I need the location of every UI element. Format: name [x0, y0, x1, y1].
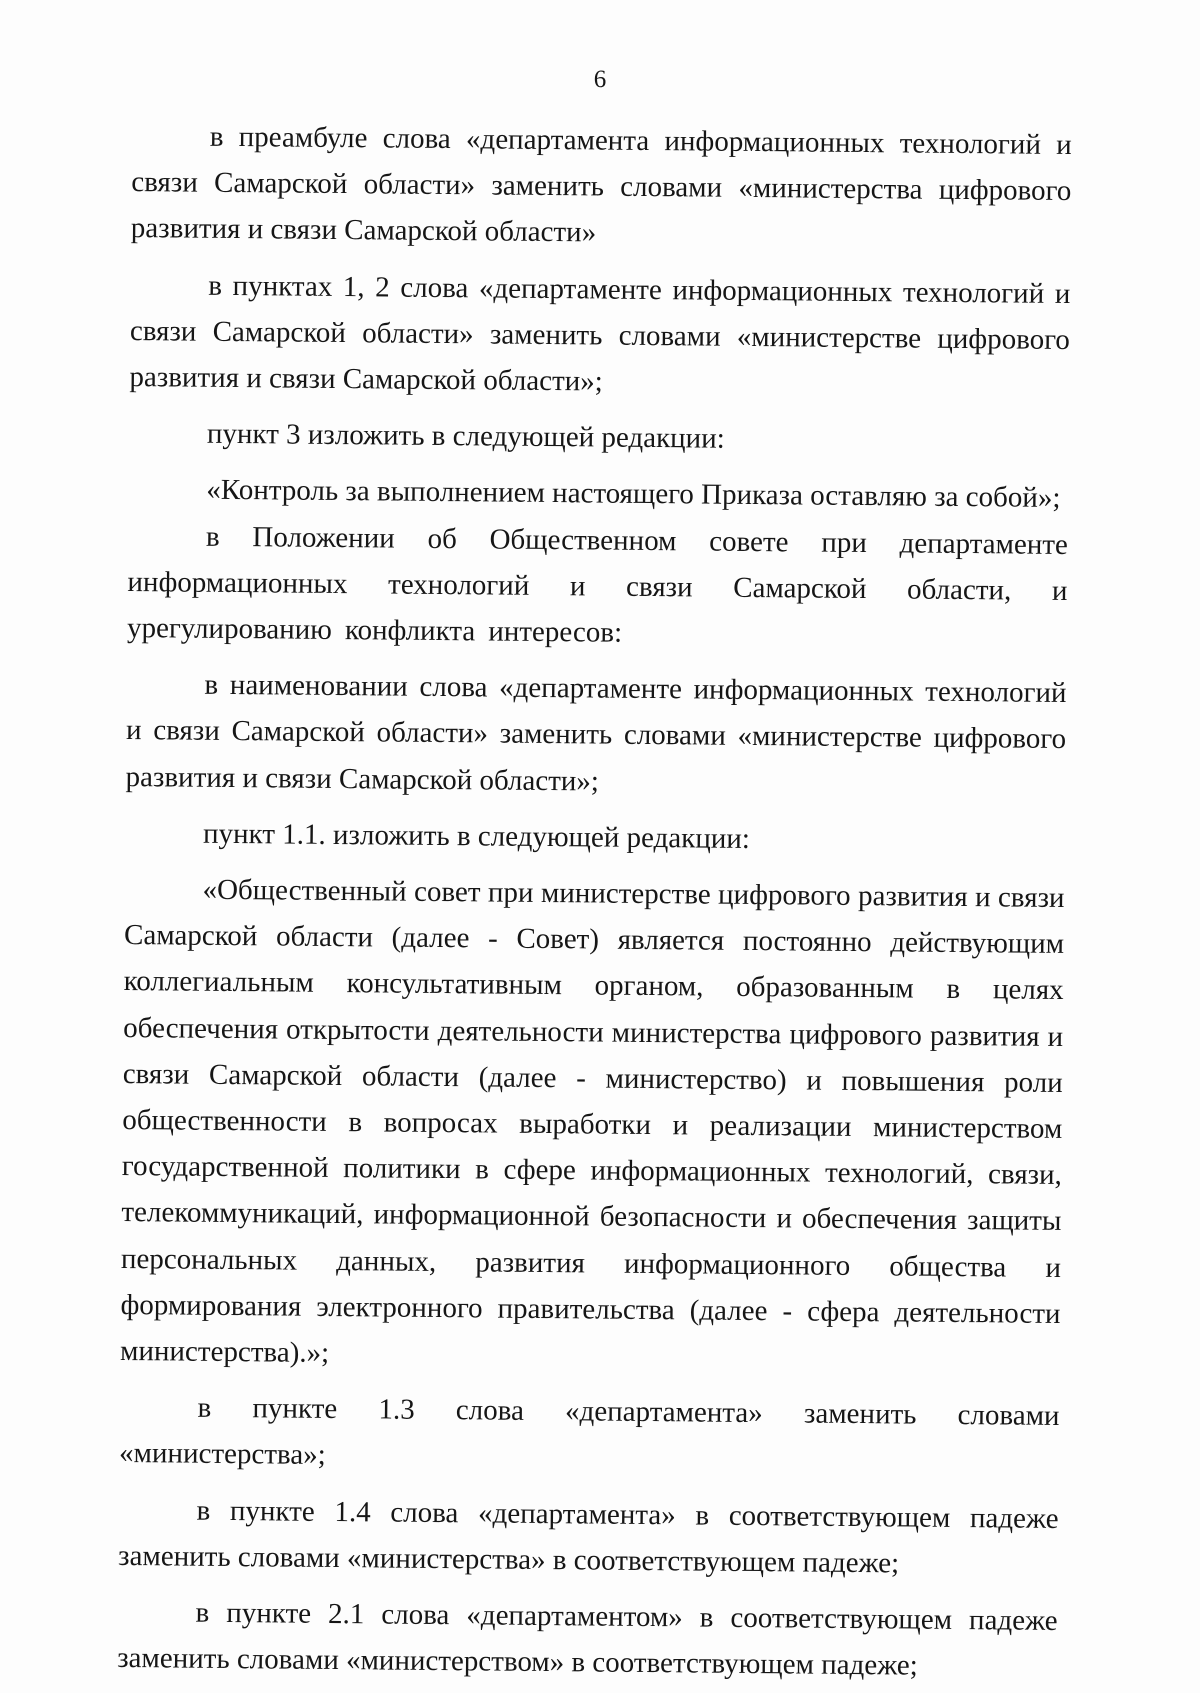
page-number: 6: [593, 66, 607, 93]
paragraph-control-quote: «Контроль за выполнением настоящего Приказа оставляю за собой»;: [206, 474, 1061, 515]
paragraph-point-1-3: в пункте 1.3 слова «департамента» заменить словами «министерства»;: [118, 1391, 1060, 1472]
paragraph-point-1-1: пункт 1.1. изложить в следующей редакции:: [202, 817, 751, 855]
paragraph-regulation: в Положении об Общественном совете при департаменте информационных технологий и связи Самарской области, и урегулированию конфликта интересов:: [126, 520, 1069, 649]
document-body: [117, 113, 1072, 1690]
paragraph-point-3: пункт 3 изложить в следующей редакции:: [206, 417, 725, 455]
paragraph-point-1-4: в пункте 1.4 слова «департамента» в соответствующем падеже заменить словами «министерства» в соответствующем падеже;: [117, 1494, 1059, 1580]
paragraph-council-definition: «Общественный совет при министерстве цифрового развития и связи Самарской области (далее - Совет) является постоянно действующим коллегиальным консультативным органом, образованным в целях обеспечения открытости деятельности министерства цифрового развития и связи Самарской области (далее - министерство) и повышения роли общественности в вопросах выработки и реализации министерством государственной политики в сфере информационных технологий, связи, телекоммуникаций, информационной безопасности и обеспечения защиты персональных данных, развития информационного общества и формирования электронного правительства (далее - сфера деятельности министерства).»;: [119, 873, 1065, 1370]
paragraph-preamble: в преамбуле слова «департамента информационных технологий и связи Самарской области» заменить словами «министерства цифрового развития и связи Самарской области»: [130, 120, 1072, 249]
paragraph-naming: в наименовании слова «департаменте информационных технологий и связи Самарской области» заменить словами «министерстве цифрового развития и связи Самарской области»;: [125, 668, 1067, 798]
paragraph-points-1-2: в пунктах 1, 2 слова «департаменте информационных технологий и связи Самарской области» заменить словами «министерстве цифрового развития и связи Самарской области»;: [129, 269, 1071, 398]
paragraph-point-2-1: в пункте 2.1 слова «департаментом» в соответствующем падеже заменить словами «министерством» в соответствующем падеже;: [117, 1596, 1058, 1682]
